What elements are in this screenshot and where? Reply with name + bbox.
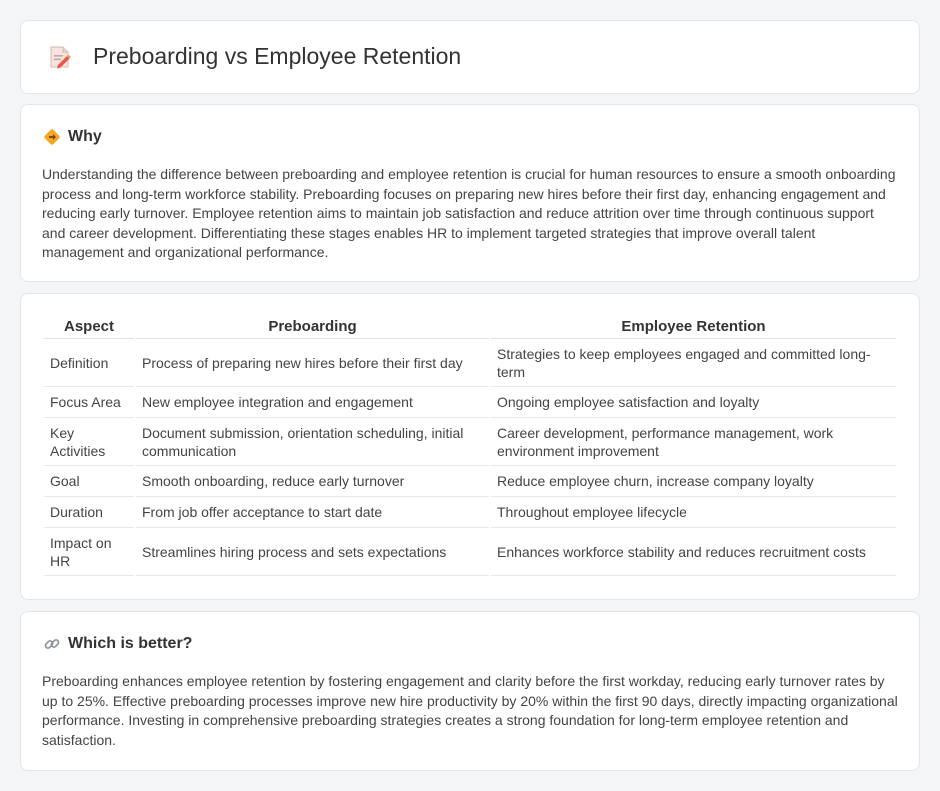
header-card: [20, 20, 920, 94]
cell-aspect: Definition: [44, 339, 134, 387]
cell-preboarding: Document submission, orientation scheduling, initial communication: [136, 418, 489, 466]
header-preboarding: Preboarding: [136, 316, 489, 339]
table-header-row: [44, 316, 896, 339]
cell-aspect: Goal: [44, 466, 134, 497]
cell-aspect: Focus Area: [44, 387, 134, 418]
cell-preboarding: From job offer acceptance to start date: [136, 497, 489, 528]
link-icon: [42, 634, 62, 654]
comparison-table: [42, 316, 898, 576]
cell-retention: Career development, performance management, work environment improvement: [491, 418, 896, 466]
cell-preboarding: Streamlines hiring process and sets expectations: [136, 528, 489, 576]
table-row: [44, 528, 896, 576]
cell-retention: Ongoing employee satisfaction and loyalty: [491, 387, 896, 418]
cell-aspect: Key Activities: [44, 418, 134, 466]
cell-retention: Throughout employee lifecycle: [491, 497, 896, 528]
diamond-direction-icon: [42, 127, 62, 147]
cell-retention: Enhances workforce stability and reduces recruitment costs: [491, 528, 896, 576]
why-section: [20, 104, 920, 282]
document-pen-icon: [47, 44, 73, 70]
table-row: [44, 339, 896, 387]
page-title: Preboarding vs Employee Retention: [93, 43, 462, 69]
table-row: [44, 497, 896, 528]
table-row: [44, 466, 896, 497]
table-row: [44, 418, 896, 466]
cell-preboarding: New employee integration and engagement: [136, 387, 489, 418]
header-employee-retention: Employee Retention: [491, 316, 896, 339]
cell-aspect: Duration: [44, 497, 134, 528]
table-row: [44, 387, 896, 418]
cell-retention: Reduce employee churn, increase company loyalty: [491, 466, 896, 497]
cell-preboarding: Process of preparing new hires before their first day: [136, 339, 489, 387]
which-is-better-text: Preboarding enhances employee retention by fostering engagement and clarity before the first workday, reducing early turnover rates by up to 25%. Effective preboarding processes improve new hire productivity by 20% within the first 90 days, directly impacting organizational performance. Investing in comprehensive preboarding strategies creates a strong foundation for long-term employee retention and satisfaction.: [42, 673, 898, 748]
comparison-table-card: [20, 293, 920, 600]
cell-preboarding: Smooth onboarding, reduce early turnover: [136, 466, 489, 497]
which-is-better-title: Which is better?: [68, 635, 193, 652]
why-title: Why: [68, 128, 102, 145]
why-text: Understanding the difference between preboarding and employee retention is crucial for human resources to ensure a smooth onboarding process and long-term workforce stability. Preboarding focuses on preparing new hires before their first day, enhancing engagement and reducing early turnover. Employee retention aims to maintain job satisfaction and reduce attrition over time through continuous support and career development. Differentiating these stages enables HR to implement targeted strategies that improve overall talent management and organizational performance.: [42, 166, 896, 261]
header-aspect: Aspect: [44, 316, 134, 339]
cell-aspect: Impact on HR: [44, 528, 134, 576]
cell-retention: Strategies to keep employees engaged and committed long-term: [491, 339, 896, 387]
which-is-better-section: [20, 611, 920, 771]
